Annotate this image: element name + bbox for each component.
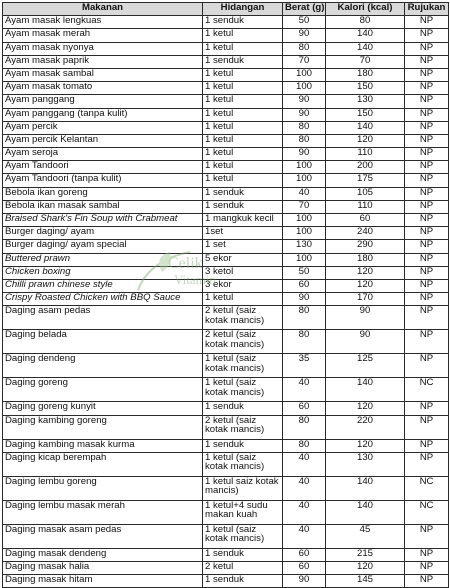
cell-weight: 80: [283, 306, 326, 330]
cell-ref: NP: [405, 266, 449, 279]
cell-ref: NP: [405, 402, 449, 415]
cell-weight: 90: [283, 108, 326, 121]
cell-kcal: 140: [326, 378, 405, 402]
table-row: [3, 452, 449, 476]
cell-ref: NP: [405, 121, 449, 134]
cell-weight: 70: [283, 200, 326, 213]
cell-serving: 1 senduk: [203, 16, 283, 29]
cell-ref: NP: [405, 161, 449, 174]
cell-weight: 40: [283, 500, 326, 524]
cell-food: Daging lembu masak merah: [3, 500, 203, 524]
cell-weight: 90: [283, 29, 326, 42]
cell-serving: 2 ketul (saiz kotak mancis): [203, 415, 283, 439]
table-row: [3, 415, 449, 439]
cell-weight: 100: [283, 227, 326, 240]
cell-ref: NP: [405, 293, 449, 306]
table-row: [3, 16, 449, 29]
table-row: [3, 439, 449, 452]
table-row: [3, 108, 449, 121]
cell-kcal: 125: [326, 354, 405, 378]
watermark-text-vitamin: Vitamin: [174, 272, 216, 287]
cell-serving: 1 ketul: [203, 293, 283, 306]
cell-ref: NP: [405, 306, 449, 330]
cell-serving: 1 ketul: [203, 29, 283, 42]
table-row: [3, 330, 449, 354]
table-row: [3, 187, 449, 200]
cell-weight: 90: [283, 293, 326, 306]
cell-kcal: 110: [326, 200, 405, 213]
cell-weight: 50: [283, 266, 326, 279]
cell-serving: 1 senduk: [203, 402, 283, 415]
header-hidangan: Hidangan: [203, 3, 283, 16]
cell-food: Ayam masak lengkuas: [3, 16, 203, 29]
cell-food: Ayam percik Kelantan: [3, 134, 203, 147]
cell-weight: 40: [283, 452, 326, 476]
cell-ref: NC: [405, 476, 449, 500]
cell-food: Burger daging/ ayam special: [3, 240, 203, 253]
cell-food: Ayam masak tomato: [3, 82, 203, 95]
cell-weight: 100: [283, 214, 326, 227]
table-row: [3, 161, 449, 174]
cell-kcal: 180: [326, 253, 405, 266]
cell-ref: NP: [405, 575, 449, 588]
nutrition-table: [2, 2, 449, 588]
cell-ref: NP: [405, 548, 449, 561]
cell-serving: 5 ekor: [203, 253, 283, 266]
cell-food: Daging belada: [3, 330, 203, 354]
cell-ref: NP: [405, 452, 449, 476]
cell-ref: NC: [405, 378, 449, 402]
cell-food: Bebola ikan masak sambal: [3, 200, 203, 213]
cell-food: Crispy Roasted Chicken with BBQ Sauce: [3, 293, 203, 306]
cell-weight: 90: [283, 148, 326, 161]
cell-weight: 60: [283, 548, 326, 561]
table-header-row: [3, 3, 449, 16]
cell-serving: 1 set: [203, 240, 283, 253]
cell-kcal: 180: [326, 68, 405, 81]
table-row: [3, 279, 449, 292]
cell-serving: 1 senduk: [203, 55, 283, 68]
cell-ref: NP: [405, 524, 449, 548]
header-rujukan: Rujukan: [405, 3, 449, 16]
cell-weight: 60: [283, 561, 326, 574]
cell-food: Daging masak dendeng: [3, 548, 203, 561]
cell-ref: NP: [405, 174, 449, 187]
cell-serving: 1 senduk: [203, 575, 283, 588]
cell-ref: NP: [405, 227, 449, 240]
cell-food: Daging goreng kunyit: [3, 402, 203, 415]
cell-weight: 40: [283, 187, 326, 200]
table-row: [3, 82, 449, 95]
cell-food: Ayam seroja: [3, 148, 203, 161]
cell-serving: 1 ketul: [203, 108, 283, 121]
cell-serving: 1 ketul: [203, 148, 283, 161]
table-row: [3, 402, 449, 415]
cell-kcal: 290: [326, 240, 405, 253]
table-row: [3, 29, 449, 42]
cell-kcal: 200: [326, 161, 405, 174]
table-row: [3, 42, 449, 55]
cell-serving: 1 ketul saiz kotak mancis): [203, 476, 283, 500]
cell-kcal: 90: [326, 330, 405, 354]
cell-kcal: 120: [326, 266, 405, 279]
cell-food: Daging kambing masak kurma: [3, 439, 203, 452]
cell-ref: NP: [405, 330, 449, 354]
cell-weight: 80: [283, 439, 326, 452]
cell-weight: 60: [283, 279, 326, 292]
cell-serving: 1 senduk: [203, 439, 283, 452]
cell-weight: 40: [283, 378, 326, 402]
table-row: [3, 148, 449, 161]
cell-serving: 1set: [203, 227, 283, 240]
table-row: [3, 68, 449, 81]
cell-food: Daging kicap berempah: [3, 452, 203, 476]
cell-weight: 100: [283, 82, 326, 95]
cell-weight: 80: [283, 42, 326, 55]
cell-serving: 1 ketul (saiz kotak mancis): [203, 378, 283, 402]
cell-kcal: 80: [326, 16, 405, 29]
cell-serving: 1 ketul: [203, 121, 283, 134]
cell-ref: NP: [405, 68, 449, 81]
cell-ref: NP: [405, 95, 449, 108]
cell-food: Daging masak halia: [3, 561, 203, 574]
cell-serving: 1 ketul: [203, 95, 283, 108]
cell-kcal: 140: [326, 42, 405, 55]
table-row: [3, 174, 449, 187]
cell-ref: NP: [405, 134, 449, 147]
cell-kcal: 240: [326, 227, 405, 240]
cell-serving: 3 ekor: [203, 279, 283, 292]
cell-food: Daging goreng: [3, 378, 203, 402]
cell-kcal: 120: [326, 402, 405, 415]
cell-weight: 90: [283, 575, 326, 588]
table-row: [3, 121, 449, 134]
table-row: [3, 575, 449, 588]
cell-weight: 100: [283, 161, 326, 174]
cell-food: Buttered prawn: [3, 253, 203, 266]
table-row: [3, 95, 449, 108]
cell-ref: NP: [405, 29, 449, 42]
cell-kcal: 170: [326, 293, 405, 306]
cell-serving: 1 senduk: [203, 187, 283, 200]
cell-kcal: 110: [326, 148, 405, 161]
cell-kcal: 140: [326, 121, 405, 134]
cell-kcal: 105: [326, 187, 405, 200]
cell-ref: NP: [405, 200, 449, 213]
cell-weight: 130: [283, 240, 326, 253]
cell-serving: 1 ketul: [203, 174, 283, 187]
table-row: [3, 200, 449, 213]
cell-kcal: 215: [326, 548, 405, 561]
cell-kcal: 220: [326, 415, 405, 439]
cell-ref: NP: [405, 108, 449, 121]
cell-kcal: 140: [326, 476, 405, 500]
cell-ref: NP: [405, 240, 449, 253]
cell-food: Daging lembu goreng: [3, 476, 203, 500]
cell-weight: 80: [283, 121, 326, 134]
cell-food: Daging masak asam pedas: [3, 524, 203, 548]
cell-serving: 1 ketul (saiz kotak mancis): [203, 452, 283, 476]
cell-food: Chilli prawn chinese style: [3, 279, 203, 292]
cell-kcal: 130: [326, 452, 405, 476]
table-row: [3, 240, 449, 253]
cell-kcal: 145: [326, 575, 405, 588]
cell-kcal: 120: [326, 561, 405, 574]
cell-food: Braised Shark's Fin Soup with Crabmeat: [3, 214, 203, 227]
cell-ref: NP: [405, 415, 449, 439]
cell-kcal: 120: [326, 439, 405, 452]
cell-serving: 1 senduk: [203, 548, 283, 561]
cell-food: Ayam masak merah: [3, 29, 203, 42]
cell-serving: 2 ketul (saiz kotak mancis): [203, 306, 283, 330]
header-kalori: Kalori (kcal): [326, 3, 405, 16]
cell-kcal: 150: [326, 82, 405, 95]
cell-kcal: 45: [326, 524, 405, 548]
table-body: [3, 16, 449, 588]
cell-ref: NP: [405, 55, 449, 68]
cell-food: Ayam panggang: [3, 95, 203, 108]
cell-weight: 35: [283, 354, 326, 378]
table-row: [3, 293, 449, 306]
table-row: [3, 227, 449, 240]
table-row: [3, 548, 449, 561]
cell-ref: NP: [405, 82, 449, 95]
cell-serving: 2 ketul (saiz kotak mancis): [203, 330, 283, 354]
table-row: [3, 378, 449, 402]
table-row: [3, 354, 449, 378]
cell-kcal: 150: [326, 108, 405, 121]
cell-food: Daging kambing goreng: [3, 415, 203, 439]
cell-weight: 50: [283, 16, 326, 29]
cell-food: Ayam masak paprik: [3, 55, 203, 68]
cell-kcal: 140: [326, 500, 405, 524]
cell-serving: 1 ketul: [203, 42, 283, 55]
cell-food: Ayam percik: [3, 121, 203, 134]
cell-weight: 70: [283, 55, 326, 68]
cell-ref: NP: [405, 187, 449, 200]
cell-food: Daging masak hitam: [3, 575, 203, 588]
cell-weight: 100: [283, 68, 326, 81]
cell-weight: 90: [283, 95, 326, 108]
cell-kcal: 90: [326, 306, 405, 330]
cell-weight: 80: [283, 330, 326, 354]
nutrition-table-container: [2, 2, 448, 588]
watermark-text-celik: Celik: [168, 255, 203, 272]
cell-ref: NP: [405, 42, 449, 55]
cell-kcal: 120: [326, 279, 405, 292]
cell-food: Chicken boxing: [3, 266, 203, 279]
table-row: [3, 524, 449, 548]
cell-weight: 40: [283, 524, 326, 548]
cell-serving: 3 ketol: [203, 266, 283, 279]
cell-food: Daging asam pedas: [3, 306, 203, 330]
table-row: [3, 253, 449, 266]
cell-serving: 1 ketul: [203, 68, 283, 81]
table-row: [3, 306, 449, 330]
table-row: [3, 134, 449, 147]
cell-serving: 1 mangkuk kecil: [203, 214, 283, 227]
cell-ref: NP: [405, 16, 449, 29]
cell-serving: 1 ketul: [203, 82, 283, 95]
cell-ref: NP: [405, 253, 449, 266]
header-makanan: Makanan: [3, 3, 203, 16]
cell-food: Daging dendeng: [3, 354, 203, 378]
cell-food: Bebola ikan goreng: [3, 187, 203, 200]
cell-ref: NP: [405, 439, 449, 452]
cell-ref: NP: [405, 148, 449, 161]
cell-serving: 1 ketul (saiz kotak mancis): [203, 524, 283, 548]
table-row: [3, 561, 449, 574]
cell-kcal: 130: [326, 95, 405, 108]
cell-ref: NP: [405, 354, 449, 378]
cell-ref: NP: [405, 214, 449, 227]
cell-weight: 100: [283, 174, 326, 187]
cell-ref: NC: [405, 500, 449, 524]
cell-kcal: 120: [326, 134, 405, 147]
cell-food: Ayam masak sambal: [3, 68, 203, 81]
header-berat: Berat (g): [283, 3, 326, 16]
cell-serving: 1 ketul: [203, 134, 283, 147]
cell-serving: 1 senduk: [203, 200, 283, 213]
cell-food: Ayam masak nyonya: [3, 42, 203, 55]
cell-weight: 60: [283, 402, 326, 415]
table-row: [3, 55, 449, 68]
table-row: [3, 266, 449, 279]
cell-kcal: 175: [326, 174, 405, 187]
table-row: [3, 500, 449, 524]
cell-serving: 2 ketul: [203, 561, 283, 574]
cell-food: Ayam panggang (tanpa kulit): [3, 108, 203, 121]
cell-weight: 100: [283, 253, 326, 266]
cell-weight: 40: [283, 476, 326, 500]
table-row: [3, 476, 449, 500]
table-row: [3, 214, 449, 227]
cell-kcal: 140: [326, 29, 405, 42]
cell-kcal: 60: [326, 214, 405, 227]
cell-food: Burger daging/ ayam: [3, 227, 203, 240]
cell-weight: 80: [283, 415, 326, 439]
cell-serving: 1 ketul+4 sudu makan kuah: [203, 500, 283, 524]
cell-food: Ayam Tandoori: [3, 161, 203, 174]
cell-ref: NP: [405, 279, 449, 292]
cell-food: Ayam Tandoori (tanpa kulit): [3, 174, 203, 187]
cell-serving: 1 ketul: [203, 161, 283, 174]
cell-ref: NP: [405, 561, 449, 574]
cell-weight: 80: [283, 134, 326, 147]
cell-kcal: 70: [326, 55, 405, 68]
cell-serving: 1 ketul (saiz kotak mancis): [203, 354, 283, 378]
